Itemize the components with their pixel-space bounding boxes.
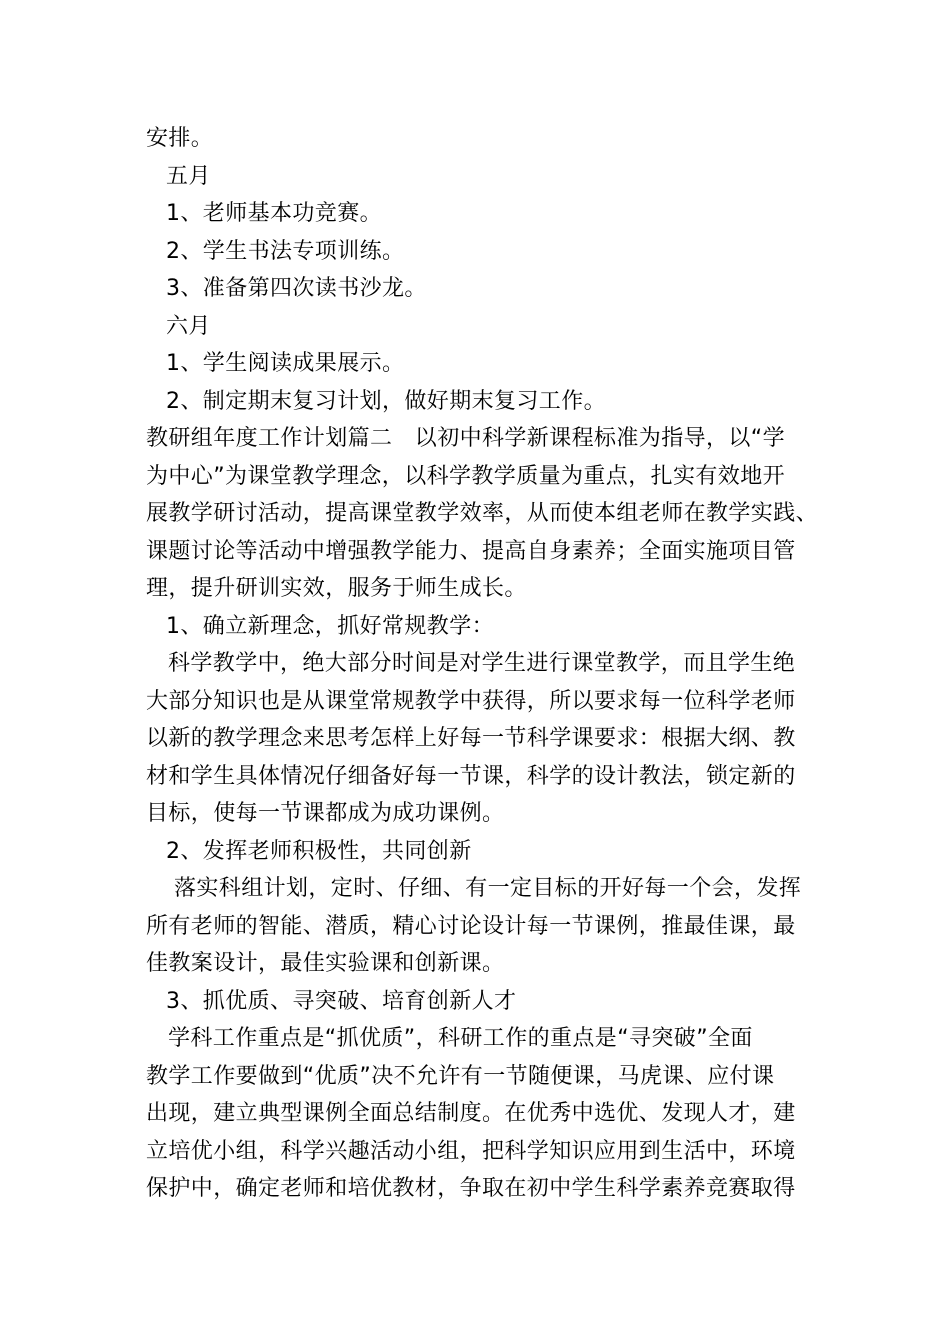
- text-line: 理，提升研训实效，服务于师生成长。: [146, 576, 527, 601]
- list-item: 2、制定期末复习计划，做好期末复习工作。: [166, 388, 606, 414]
- month-heading-june: 六月: [166, 313, 211, 339]
- text-line: 佳教案设计，最佳实验课和创新课。: [146, 951, 505, 976]
- subheading: 1、确立新理念，抓好常规教学：: [166, 613, 494, 639]
- text-line: 以新的教学理念来思考怎样上好每一节科学课要求：根据大纲、教: [146, 726, 796, 751]
- subheading: 2、发挥老师积极性，共同创新: [166, 838, 472, 864]
- text-line: 安排。: [146, 126, 214, 151]
- text-line: 科学教学中，绝大部分时间是对学生进行课堂教学，而且学生绝: [168, 651, 796, 676]
- text-line: 为中心”为课堂教学理念，以科学教学质量为重点，扎实有效地开: [146, 463, 785, 489]
- list-item: 2、学生书法专项训练。: [166, 238, 405, 264]
- text-line: 保护中，确定老师和培优教材，争取在初中学生科学素养竞赛取得: [146, 1176, 796, 1201]
- text-line: 出现，建立典型课例全面总结制度。在优秀中选优、发现人才，建: [146, 1101, 796, 1126]
- text-line: 立培优小组，科学兴趣活动小组，把科学知识应用到生活中，环境: [146, 1138, 796, 1164]
- text-line: 学科工作重点是“抓优质”，科研工作的重点是“寻突破”全面: [168, 1026, 753, 1051]
- document-body: [146, 120, 819, 1208]
- text-line: 所有老师的智能、潜质，精心讨论设计每一节课例，推最佳课，最: [146, 913, 796, 939]
- text-line: 材和学生具体情况仔细备好每一节课，科学的设计教法，锁定新的: [146, 763, 796, 789]
- text-line: 展教学研讨活动，提高课堂教学效率，从而使本组老师在教学实践、: [146, 501, 819, 526]
- text-line: 落实科组计划，定时、仔细、有一定目标的开好每一个会，发挥: [174, 876, 802, 901]
- list-item: 3、准备第四次读书沙龙。: [166, 276, 427, 301]
- list-item: 1、老师基本功竞赛。: [166, 201, 382, 226]
- section-title-line: 教研组年度工作计划篇二 以初中科学新课程标准为指导，以“学: [146, 426, 785, 451]
- subheading: 3、抓优质、寻突破、培育创新人才: [166, 988, 517, 1014]
- text-line: 课题讨论等活动中增强教学能力、提高自身素养；全面实施项目管: [146, 538, 796, 564]
- text-line: 教学工作要做到“优质”决不允许有一节随便课，马虎课、应付课: [146, 1063, 775, 1089]
- month-heading-may: 五月: [166, 163, 211, 189]
- text-line: 目标，使每一节课都成为成功课例。: [146, 801, 505, 826]
- list-item: 1、学生阅读成果展示。: [166, 351, 405, 376]
- text-line: 大部分知识也是从课堂常规教学中获得，所以要求每一位科学老师: [146, 688, 796, 714]
